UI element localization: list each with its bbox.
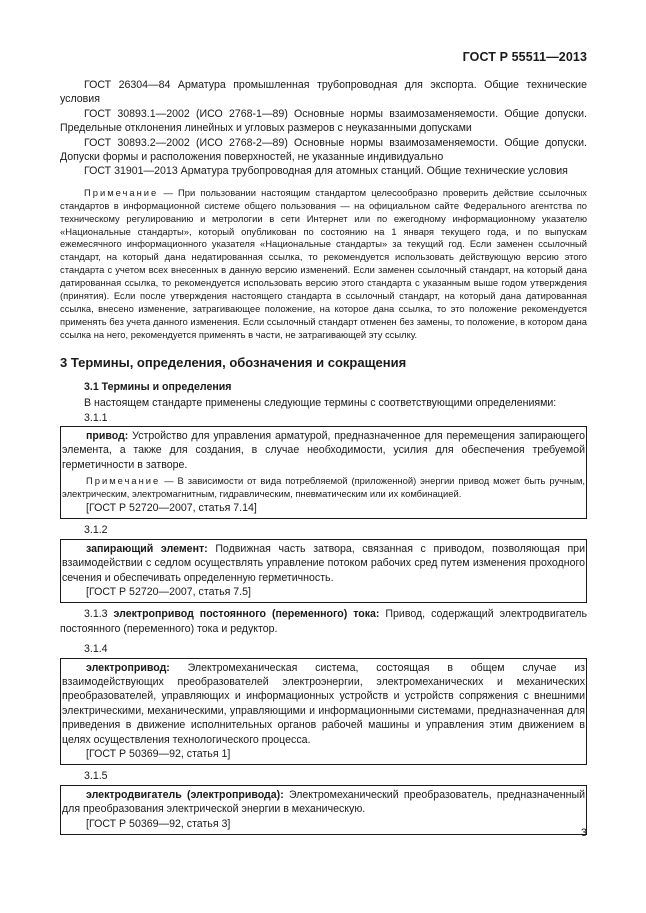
term-number: 3.1.4 [84,643,108,656]
term-box-elektrodvigatel [60,785,587,835]
term-name: электропривод: [86,661,170,674]
reference-item: ГОСТ 31901—2013 Арматура трубопроводная для атомных станций. Общие технические условия [84,165,568,178]
term-definition-inline [60,607,587,636]
reference-item: ГОСТ 30893.1—2002 (ИСО 2768-1—89) Основные нормы взаимозаменяемости. Общие допуски. Предельные отклонения линейных и угловых размеров с неуказанными допусками [60,107,587,135]
document-id-header: ГОСТ Р 55511—2013 [462,50,587,64]
page-content [60,78,587,839]
term-note [62,475,585,501]
term-definition [62,788,585,817]
term-name: привод: [86,429,129,442]
section-title: 3 Термины, определения, обозначения и сокращения [60,354,407,370]
term-text: Подвижная часть затвора, связанная с приводом, позволяющая при взаимодействии с седлом осуществлять управление потоком рабочих сред путем изменения проходного сечения и обеспечивать определенную герметичность. [62,542,585,584]
note-text: — При пользовании настоящим стандартом целесообразно проверить действие ссылочных стандартов в информационной системе общего пользования — на официальном сайте Федерального агентства по техническому регулированию и метрологии в сети Интернет или по ежегодному информационному указателю «Национальные стандарты», который опубликован по состоянию на 1 января текущего года, и по выпускам ежемесячного информационного указателя «Национальные стандарты» за текущий год. Если заменен ссылочный стандарт, на который дана недатированная ссылка, то рекомендуется использовать действующую версию этого стандарта с учетом всех внесенных в данную версию изменений. Если заменен ссылочный стандарт, на который дана датированная ссылка, то рекомендуется использовать версию этого стандарта с указанным выше годом утверждения (принятия). Если после утверждения настоящего стандарта в ссылочный стандарт, на который дана датированная ссылка, внесено изменение, затрагивающее положение, на которое дана ссылка, то это положение рекомендуется применять без учета данного изменения. Если ссылочный стандарт отменен без замены, то положение, в котором дана ссылка на него, рекомендуется применять в части, не затрагивающей эту ссылку. [60,186,587,340]
reference-item: ГОСТ 26304—84 Арматура промышленная трубопроводная для экспорта. Общие технические условия [60,79,587,106]
term-definition [62,661,585,747]
term-box-elektroprivod [60,658,587,766]
term-source-ref: [ГОСТ Р 52720—2007, статья 7.14] [86,501,257,514]
term-number: 3.1.3 [84,608,108,621]
term-definition [62,429,585,472]
page-number: 3 [580,827,587,839]
term-number: 3.1.1 [84,411,108,424]
term-number: 3.1.2 [84,524,108,537]
note-text: — В зависимости от вида потребляемой (приложенной) энергии привод может быть ручным, электрическим, электромагнитным, гидравлическим, пневматическим или их комбинацией. [62,475,585,500]
references-note [60,187,587,342]
term-text: Устройство для управления арматурой, предназначенное для перемещения запирающего элемента, а также для создания, в случае необходимости, усилия для обеспечения требуемой герметичности в затворе. [62,429,585,471]
terms-intro: В настоящем стандарте применены следующие термины с соответствующими определениями: [84,397,557,410]
term-source-ref: [ГОСТ Р 50369—92, статья 1] [86,748,231,761]
term-box-zapirayushchiy-element [60,539,587,604]
term-source-ref: [ГОСТ Р 52720—2007, статья 7.5] [86,586,251,598]
term-number: 3.1.5 [84,770,108,783]
term-text: Привод, содержащий электродвигатель постоянного (переменного) тока и редуктор. [60,608,587,635]
term-box-privod [60,426,587,519]
note-label: Примечание [86,475,161,487]
note-label: Примечание [84,186,159,198]
subsection-title: 3.1 Термины и определения [84,380,232,393]
term-name: запирающий элемент: [86,542,208,555]
term-name: электродвигатель (электропривода): [86,788,284,801]
term-name: электропривод постоянного (переменного) тока: [113,608,380,621]
term-text: Электромеханический преобразователь, предназначенный для преобразования электрической энергии в механическую. [62,788,585,816]
term-text: Электромеханическая система, состоящая в общем случае из взаимодействующих преобразователей электроэнергии, электромеханических и механических преобразователей, управляющих и информационных устройств и устройств сопряжения с внешними электрическими, механическими, управляющими и информационными системами, предназначенная для приведения в движение исполнительных органов рабочей машины и управления этим движением в целях осуществления технологического процесса. [62,661,585,746]
term-source-ref: [ГОСТ Р 50369—92, статья 3] [86,817,231,830]
term-definition [62,542,585,585]
reference-item: ГОСТ 30893.2—2002 (ИСО 2768-2—89) Основные нормы взаимозаменяемости. Общие допуски. Допуски формы и расположения поверхностей, не указанные индивидуально [60,136,587,164]
